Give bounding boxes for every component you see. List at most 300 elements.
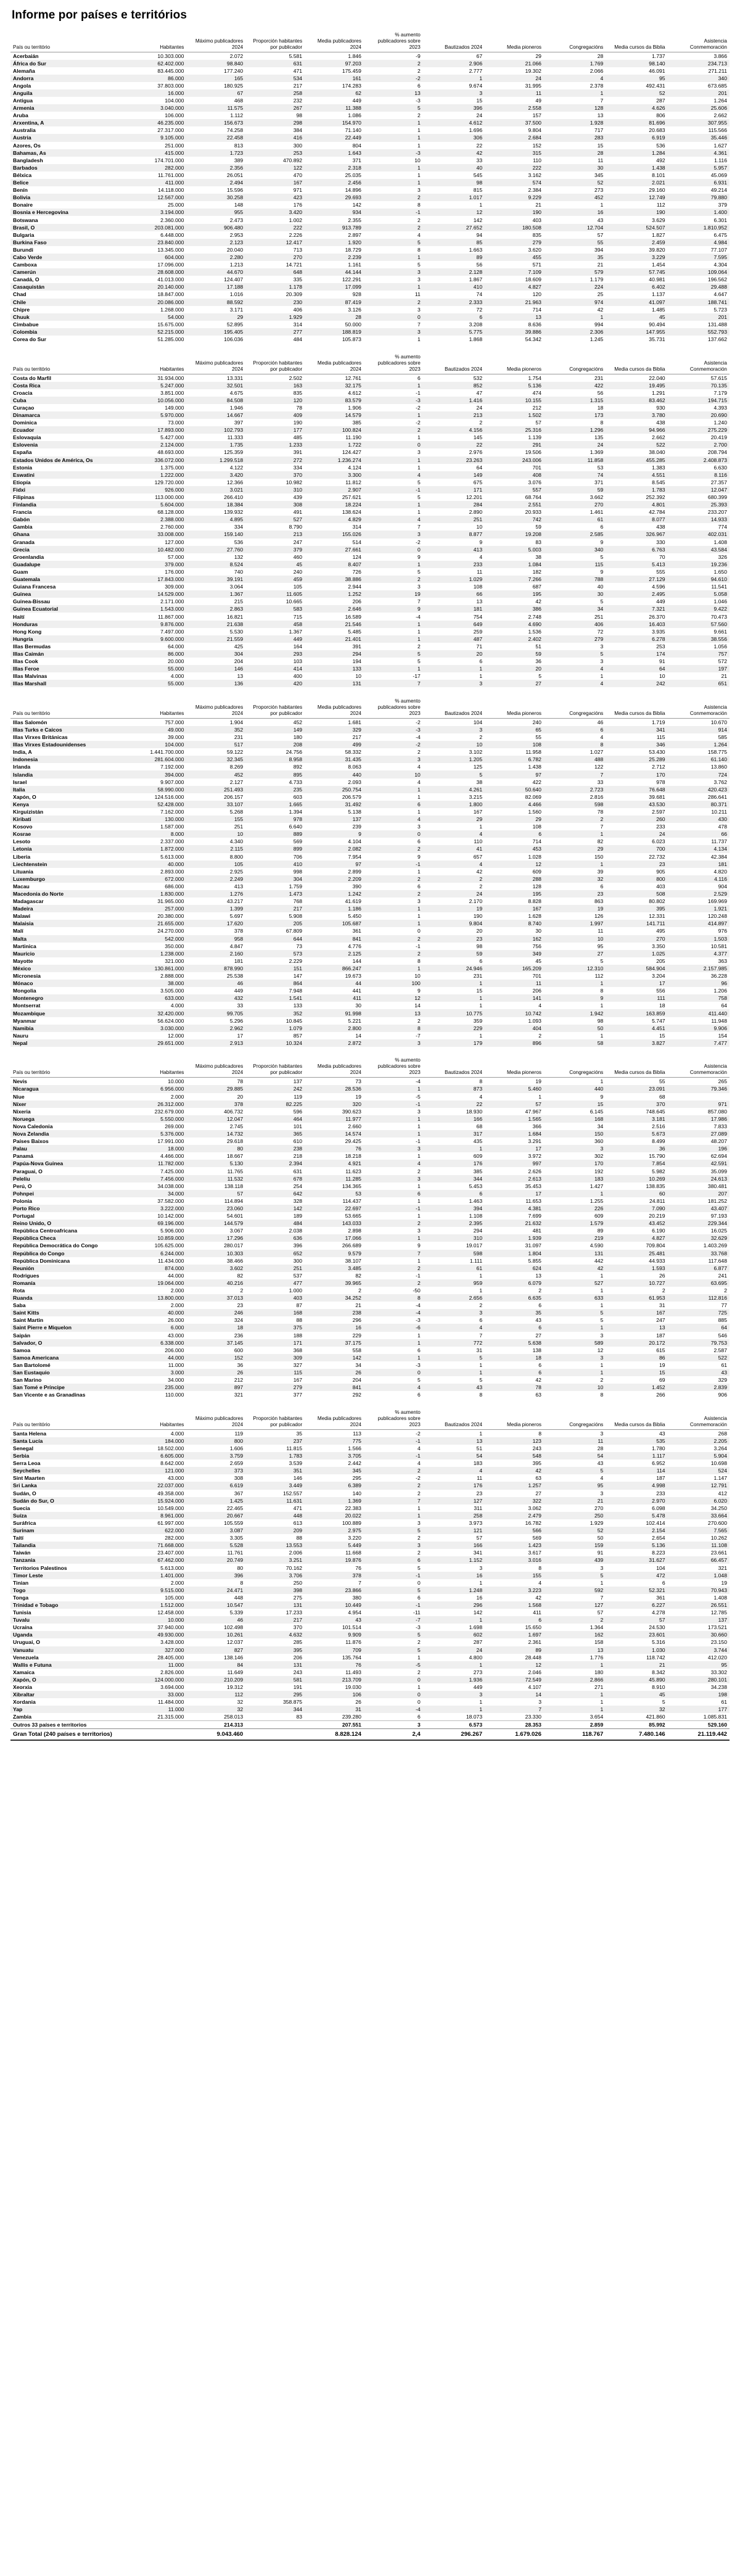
table-cell: -4	[416, 1078, 421, 1085]
table-cell: 55	[659, 1078, 665, 1085]
table-cell: 4.361	[668, 149, 730, 157]
table-cell: 412	[718, 1490, 727, 1496]
table-cell: 10.000	[128, 1616, 187, 1624]
table-cell: 56	[597, 389, 604, 396]
table-cell: 33.302	[710, 1669, 727, 1675]
table-cell: 2.970	[606, 1497, 667, 1505]
table-cell: 19	[721, 1579, 727, 1586]
table-cell: 138.146	[224, 1654, 244, 1661]
table-cell: 5	[423, 1354, 485, 1361]
table-cell: 366	[532, 1123, 541, 1129]
table-cell: 11.484.000	[157, 1699, 184, 1706]
table-cell: 6	[417, 1714, 421, 1720]
table-cell: 6	[364, 1190, 423, 1197]
table-cell: 11.000	[168, 1361, 184, 1368]
table-cell: 10.665	[286, 598, 303, 605]
table-cell: 238	[305, 1309, 364, 1316]
table-cell: 914	[668, 726, 730, 733]
table-cell: 3	[364, 756, 423, 763]
table-cell: 55.000	[128, 680, 187, 687]
table-cell: 29	[423, 815, 485, 823]
table-cell: 167	[606, 1309, 667, 1316]
table-cell: 1	[600, 1579, 604, 1586]
table-cell: 535	[606, 1437, 667, 1445]
report-page	[10, 0, 730, 1741]
table-cell: 231	[234, 734, 244, 741]
table-cell: 54.601	[226, 1213, 244, 1220]
table-cell: 439	[544, 1556, 606, 1564]
table-cell: 35.731	[649, 336, 665, 343]
table-cell: 3.000	[128, 1369, 187, 1376]
table-cell: 57	[597, 1609, 604, 1616]
table-cell: 1.800	[423, 801, 485, 808]
table-cell: 169.969	[707, 898, 727, 905]
table-cell: 16	[476, 1594, 483, 1601]
table-cell: 11.493	[345, 1669, 361, 1675]
table-row	[10, 553, 730, 561]
table-cell: 569	[532, 1535, 541, 1542]
country-name: Kosrae	[10, 830, 128, 838]
table-cell: 3	[423, 680, 485, 687]
table-row	[10, 456, 730, 464]
grand-total-label: Gran Total (240 países e territorios)	[10, 1729, 186, 1741]
table-cell: 396	[293, 1242, 303, 1249]
table-cell: 1.367	[186, 590, 245, 598]
table-cell: 4	[544, 75, 606, 82]
table-cell: 1.568	[485, 1601, 544, 1609]
table-cell: 111	[606, 994, 667, 1002]
table-cell: 7.192.000	[160, 764, 184, 770]
table-cell: 307.955	[668, 119, 730, 126]
table-cell: 3	[364, 1039, 423, 1047]
table-cell: 2.388.000	[128, 516, 187, 523]
table-cell: 131	[305, 680, 364, 687]
table-row	[10, 1572, 730, 1579]
table-cell: 68.764	[525, 494, 541, 501]
country-name: Saint Martin	[13, 1317, 44, 1324]
section-gap	[10, 343, 730, 349]
table-cell: 7	[485, 1706, 544, 1713]
table-cell: 4	[479, 1093, 483, 1100]
table-cell: 1	[364, 1234, 423, 1242]
table-row	[10, 1482, 730, 1489]
table-cell: -3	[416, 1624, 421, 1631]
table-cell: 19.064.000	[128, 1279, 187, 1287]
table-cell: 5.957	[668, 164, 730, 171]
table-cell: 21.963	[485, 299, 544, 306]
table-cell: 3.021	[186, 486, 245, 493]
table-cell: 1.108	[469, 1213, 483, 1220]
table-cell: 3.162	[528, 171, 541, 178]
table-cell: 2.899	[348, 868, 361, 875]
table-cell: 8.223	[652, 1550, 665, 1556]
country-name: Illas Salomón	[13, 719, 47, 725]
table-cell: 195	[485, 590, 544, 598]
table-cell: 85	[423, 239, 485, 246]
table-cell: 5	[423, 770, 485, 778]
table-cell: 1	[417, 808, 421, 815]
table-cell: 649	[423, 621, 485, 628]
table-cell: 25.316	[485, 426, 544, 434]
table-cell: 51.285.000	[157, 336, 184, 343]
table-cell: 6	[364, 801, 423, 808]
table-cell: 87.419	[305, 299, 364, 306]
table-cell: 24.530	[649, 1624, 665, 1631]
table-cell: 398	[245, 1587, 305, 1594]
table-cell: 6	[538, 1302, 541, 1309]
country-name: Malta	[10, 935, 128, 943]
table-cell: 404	[485, 1025, 544, 1032]
table-cell: 10.547	[186, 1601, 245, 1609]
column-header: Proporción habitantes por publicador	[245, 1053, 305, 1078]
country-name: Noruega	[10, 1115, 128, 1123]
table-row	[10, 561, 730, 568]
table-cell: 5	[600, 553, 604, 560]
table-cell: 33.000	[128, 1691, 187, 1698]
table-cell: 8.877	[423, 530, 485, 538]
table-cell: 43	[668, 1369, 730, 1376]
table-cell: 31.627	[606, 1556, 667, 1564]
table-cell: 82	[597, 838, 604, 845]
table-cell: 1.681	[348, 719, 361, 725]
table-cell: 491	[293, 509, 303, 516]
table-cell: 379	[718, 202, 727, 208]
table-cell: 636	[245, 1234, 305, 1242]
table-cell: 6	[417, 838, 421, 845]
table-cell: 173.521	[707, 1624, 727, 1631]
table-cell: 6	[485, 830, 544, 838]
table-cell: 1	[364, 119, 423, 126]
table-cell: 352	[186, 726, 245, 733]
table-row	[10, 1115, 730, 1123]
table-cell: 32	[544, 875, 606, 883]
table-cell: 3.030.000	[128, 1025, 187, 1032]
table-cell: 11	[598, 157, 604, 163]
table-cell: 11.876	[345, 1639, 361, 1646]
table-cell: 2.209	[305, 875, 364, 883]
table-row	[10, 905, 730, 912]
table-cell: 17.893.000	[128, 426, 187, 434]
table-cell: 930	[656, 404, 665, 411]
table-cell: 42.591	[668, 1160, 730, 1167]
table-cell: 1.566	[348, 1445, 361, 1452]
section-gap	[10, 1398, 730, 1405]
table-cell: 12.785	[710, 1609, 727, 1616]
country-name: Xapón, O	[10, 1676, 128, 1683]
table-row	[10, 1339, 730, 1347]
table-cell: 233.207	[707, 509, 727, 516]
table-cell: 191	[293, 1684, 303, 1691]
table-cell: 2	[479, 1302, 483, 1309]
table-cell: 164	[293, 643, 303, 650]
table-cell: 41.619	[345, 898, 361, 905]
table-cell: 4.116	[668, 875, 730, 883]
table-row	[10, 957, 730, 965]
table-row	[10, 1646, 730, 1654]
table-cell: 1	[600, 1699, 604, 1706]
table-cell: 2.659	[229, 1460, 244, 1467]
table-cell: 71.668.000	[128, 1542, 187, 1549]
table-cell: 33.008.000	[128, 530, 187, 538]
table-cell: 4	[538, 1002, 541, 1009]
table-cell: 105.625.000	[154, 1242, 184, 1249]
table-cell: 5.530	[229, 628, 244, 635]
table-cell: 403	[532, 217, 541, 223]
table-cell: 105.687	[305, 920, 364, 927]
table-cell: 754	[473, 613, 483, 620]
table-cell: 1.454	[652, 262, 665, 268]
table-cell: 171	[423, 486, 485, 493]
table-cell: 33	[476, 157, 483, 163]
table-cell: 68	[659, 1093, 665, 1100]
table-cell: 2.456	[305, 179, 364, 186]
table-cell: 3.780	[606, 411, 667, 419]
table-cell: 545	[473, 171, 483, 178]
table-cell: 23.060	[186, 1205, 245, 1212]
column-header: Bautizados 2024	[423, 1405, 485, 1429]
table-cell: 1.827	[652, 231, 665, 238]
table-cell: 125	[473, 764, 483, 770]
table-row	[10, 134, 730, 141]
table-cell: 58.332	[345, 749, 361, 756]
table-cell: 25.481	[606, 1250, 667, 1257]
table-cell: -2	[416, 419, 421, 426]
table-cell: 234.713	[668, 60, 730, 67]
table-cell: 271	[594, 1684, 604, 1691]
table-cell: 2.888.000	[160, 973, 184, 980]
table-cell: 959	[423, 1279, 485, 1287]
table-cell: 6	[417, 1594, 421, 1601]
table-cell: 873	[423, 1085, 485, 1092]
table-cell: 340	[668, 75, 730, 82]
table-cell: 370	[293, 1624, 303, 1631]
table-cell: 47	[476, 389, 483, 396]
table-cell: 1	[417, 509, 421, 516]
table-cell: 391	[293, 449, 303, 456]
table-cell: 118.742	[646, 1654, 665, 1661]
table-cell: 1	[423, 1369, 485, 1376]
table-cell: 7.109	[485, 268, 544, 276]
table-cell: 4.847	[229, 943, 244, 949]
table-cell: 1.401.000	[128, 1572, 187, 1579]
table-cell: 3.220	[348, 1535, 361, 1542]
table-cell: 363	[718, 957, 727, 964]
table-cell: 2.839	[668, 1384, 730, 1391]
table-cell: 94.966	[606, 426, 667, 434]
table-row	[10, 576, 730, 583]
table-cell: 1.872.000	[128, 845, 187, 852]
table-cell: 251.000	[165, 142, 184, 149]
table-cell: -1	[364, 1100, 423, 1108]
table-cell: 25	[597, 291, 604, 298]
table-cell: 122	[594, 764, 604, 770]
table-cell: 167	[485, 905, 544, 912]
table-cell: 38.466	[226, 1257, 244, 1264]
table-cell: 1.783	[606, 486, 667, 493]
table-cell: 341	[606, 726, 667, 733]
table-cell: 28.353	[485, 1721, 544, 1729]
table-cell: 271.211	[708, 67, 727, 74]
country-name: Illas Bermudas	[13, 643, 51, 650]
table-cell: 1.416	[423, 397, 485, 404]
table-cell: 321	[234, 1392, 244, 1398]
table-cell: 20.749	[186, 1556, 245, 1564]
table-row	[10, 1100, 730, 1108]
table-cell: 22.458	[186, 134, 245, 141]
table-cell: 314	[352, 524, 361, 530]
table-cell: 389	[234, 157, 244, 163]
table-cell: 218	[293, 1153, 303, 1160]
table-row	[10, 1706, 730, 1713]
country-name: Bangladesh	[13, 157, 43, 163]
table-cell: 2.459	[606, 239, 667, 246]
table-cell: 4	[364, 1160, 423, 1167]
table-cell: 5.138	[348, 808, 361, 815]
table-cell: 161	[305, 75, 364, 82]
country-name: San Tomé e Príncipe	[10, 1384, 128, 1391]
table-cell: 904	[718, 883, 727, 890]
table-cell: 6	[417, 1347, 421, 1353]
table-cell: 2	[417, 749, 421, 756]
table-cell: 19.506	[525, 449, 541, 456]
table-cell: 11.737	[711, 838, 727, 845]
country-name: Belice	[10, 179, 128, 186]
table-cell: 9	[600, 539, 604, 545]
column-header: País ou território	[10, 1053, 128, 1078]
table-cell: 3	[417, 306, 421, 313]
table-cell: 2.516	[652, 1123, 665, 1129]
country-name: Grecia	[10, 546, 128, 553]
table-cell: 8.499	[652, 1138, 665, 1145]
table-cell: 12.047	[186, 1115, 245, 1123]
table-cell: 13	[237, 673, 244, 680]
table-row	[10, 1654, 730, 1661]
table-cell: 1.046	[713, 598, 727, 605]
table-cell: 84.508	[186, 397, 245, 404]
table-cell: 1.029	[423, 576, 485, 583]
table-cell: 1.369	[305, 1497, 364, 1505]
table-cell: 2.128	[423, 268, 485, 276]
table-cell: 6.227	[606, 1601, 667, 1609]
table-cell: 9.906	[668, 1025, 730, 1032]
table-cell: 97	[305, 861, 364, 868]
table-cell: 5.673	[606, 1130, 667, 1137]
table-cell: 3	[417, 584, 421, 590]
table-cell: 80	[237, 1564, 244, 1571]
table-cell: 3	[600, 1332, 604, 1339]
table-cell: 64.000	[168, 643, 184, 650]
country-name: Tanzania	[10, 1556, 128, 1564]
table-cell: 19	[659, 1361, 665, 1368]
country-name: Níxer	[10, 1100, 128, 1108]
table-cell: 394	[594, 246, 604, 253]
table-cell: 309.000	[165, 584, 184, 590]
country-name: Hong Kong	[13, 628, 42, 635]
table-cell: 33	[237, 1002, 244, 1009]
table-cell: 270	[544, 501, 606, 508]
table-cell: 69.196.000	[128, 1220, 187, 1227]
column-header: Asistencia Conmemoración	[668, 1405, 730, 1429]
table-cell: 1	[423, 994, 485, 1002]
table-row	[10, 1175, 730, 1183]
table-cell: 524	[668, 1467, 730, 1474]
table-cell: 243.006	[485, 456, 544, 464]
table-cell: 1.719	[652, 719, 665, 725]
table-cell: 3.204	[652, 973, 665, 980]
table-cell: 1.665	[245, 801, 305, 808]
table-row	[10, 770, 730, 778]
table-cell: 8.407	[305, 561, 364, 568]
table-cell: 13	[606, 1324, 667, 1331]
table-cell: 149	[245, 726, 305, 733]
table-cell: 38.886	[305, 576, 364, 583]
table-cell: 2.816	[590, 793, 604, 800]
country-name: Panamá	[13, 1153, 33, 1160]
table-cell: 4.801	[606, 501, 667, 508]
table-cell: 11	[414, 291, 421, 298]
table-cell: 11.653	[525, 1197, 541, 1204]
country-name: Palau	[10, 1145, 128, 1152]
table-cell: 13	[485, 313, 544, 321]
table-cell: 3.620	[528, 246, 541, 253]
table-cell: 1	[600, 202, 604, 208]
table-cell: 17.096.000	[157, 262, 184, 268]
table-cell: 300	[293, 1257, 303, 1264]
country-name: Romanía	[10, 1279, 128, 1287]
table-cell: 104.000	[128, 741, 187, 748]
table-cell: 9.229	[485, 194, 544, 201]
table-cell: 229	[423, 1025, 485, 1032]
table-cell: 715	[293, 613, 303, 620]
table-cell: 11.631	[245, 1497, 305, 1505]
table-cell: 146	[293, 1475, 303, 1482]
table-cell: 7	[364, 1250, 423, 1257]
table-cell: 174.283	[342, 82, 361, 89]
table-cell: 8	[600, 988, 604, 994]
table-cell: 260	[606, 815, 667, 823]
table-cell: 4.451	[606, 1025, 667, 1032]
table-cell: 488	[544, 756, 606, 763]
table-cell: 1.769	[544, 60, 606, 67]
table-cell: 10.742	[485, 1009, 544, 1017]
column-header: Proporción habitantes por publicador	[245, 1405, 305, 1429]
table-cell: 188.741	[668, 299, 730, 306]
table-cell: 1	[417, 1197, 421, 1204]
table-row	[10, 104, 730, 112]
table-cell: 1	[364, 1339, 423, 1347]
country-name: San Eustaquio	[10, 1369, 128, 1376]
table-cell: 5	[544, 1467, 606, 1474]
table-cell: 209	[245, 1527, 305, 1534]
table-cell: 1.423	[485, 1542, 544, 1549]
table-cell: 1	[479, 1002, 483, 1009]
country-name: Austria	[10, 134, 128, 141]
table-cell: 556	[656, 988, 665, 994]
table-cell: 45	[535, 957, 541, 964]
table-cell: 1.946	[229, 404, 244, 411]
table-cell: 79.880	[668, 194, 730, 201]
table-cell: 341	[473, 1550, 483, 1556]
table-cell: 2	[364, 935, 423, 943]
table-cell: 1.264	[713, 97, 727, 104]
table-cell: 31.965.000	[157, 898, 184, 905]
table-cell: 1	[417, 913, 421, 920]
column-header: Media pioneros	[485, 1053, 544, 1078]
table-cell: 27.760	[186, 546, 245, 553]
table-cell: 39.886	[485, 328, 544, 336]
table-cell: 449	[245, 635, 305, 643]
table-cell: 33.664	[668, 1512, 730, 1519]
